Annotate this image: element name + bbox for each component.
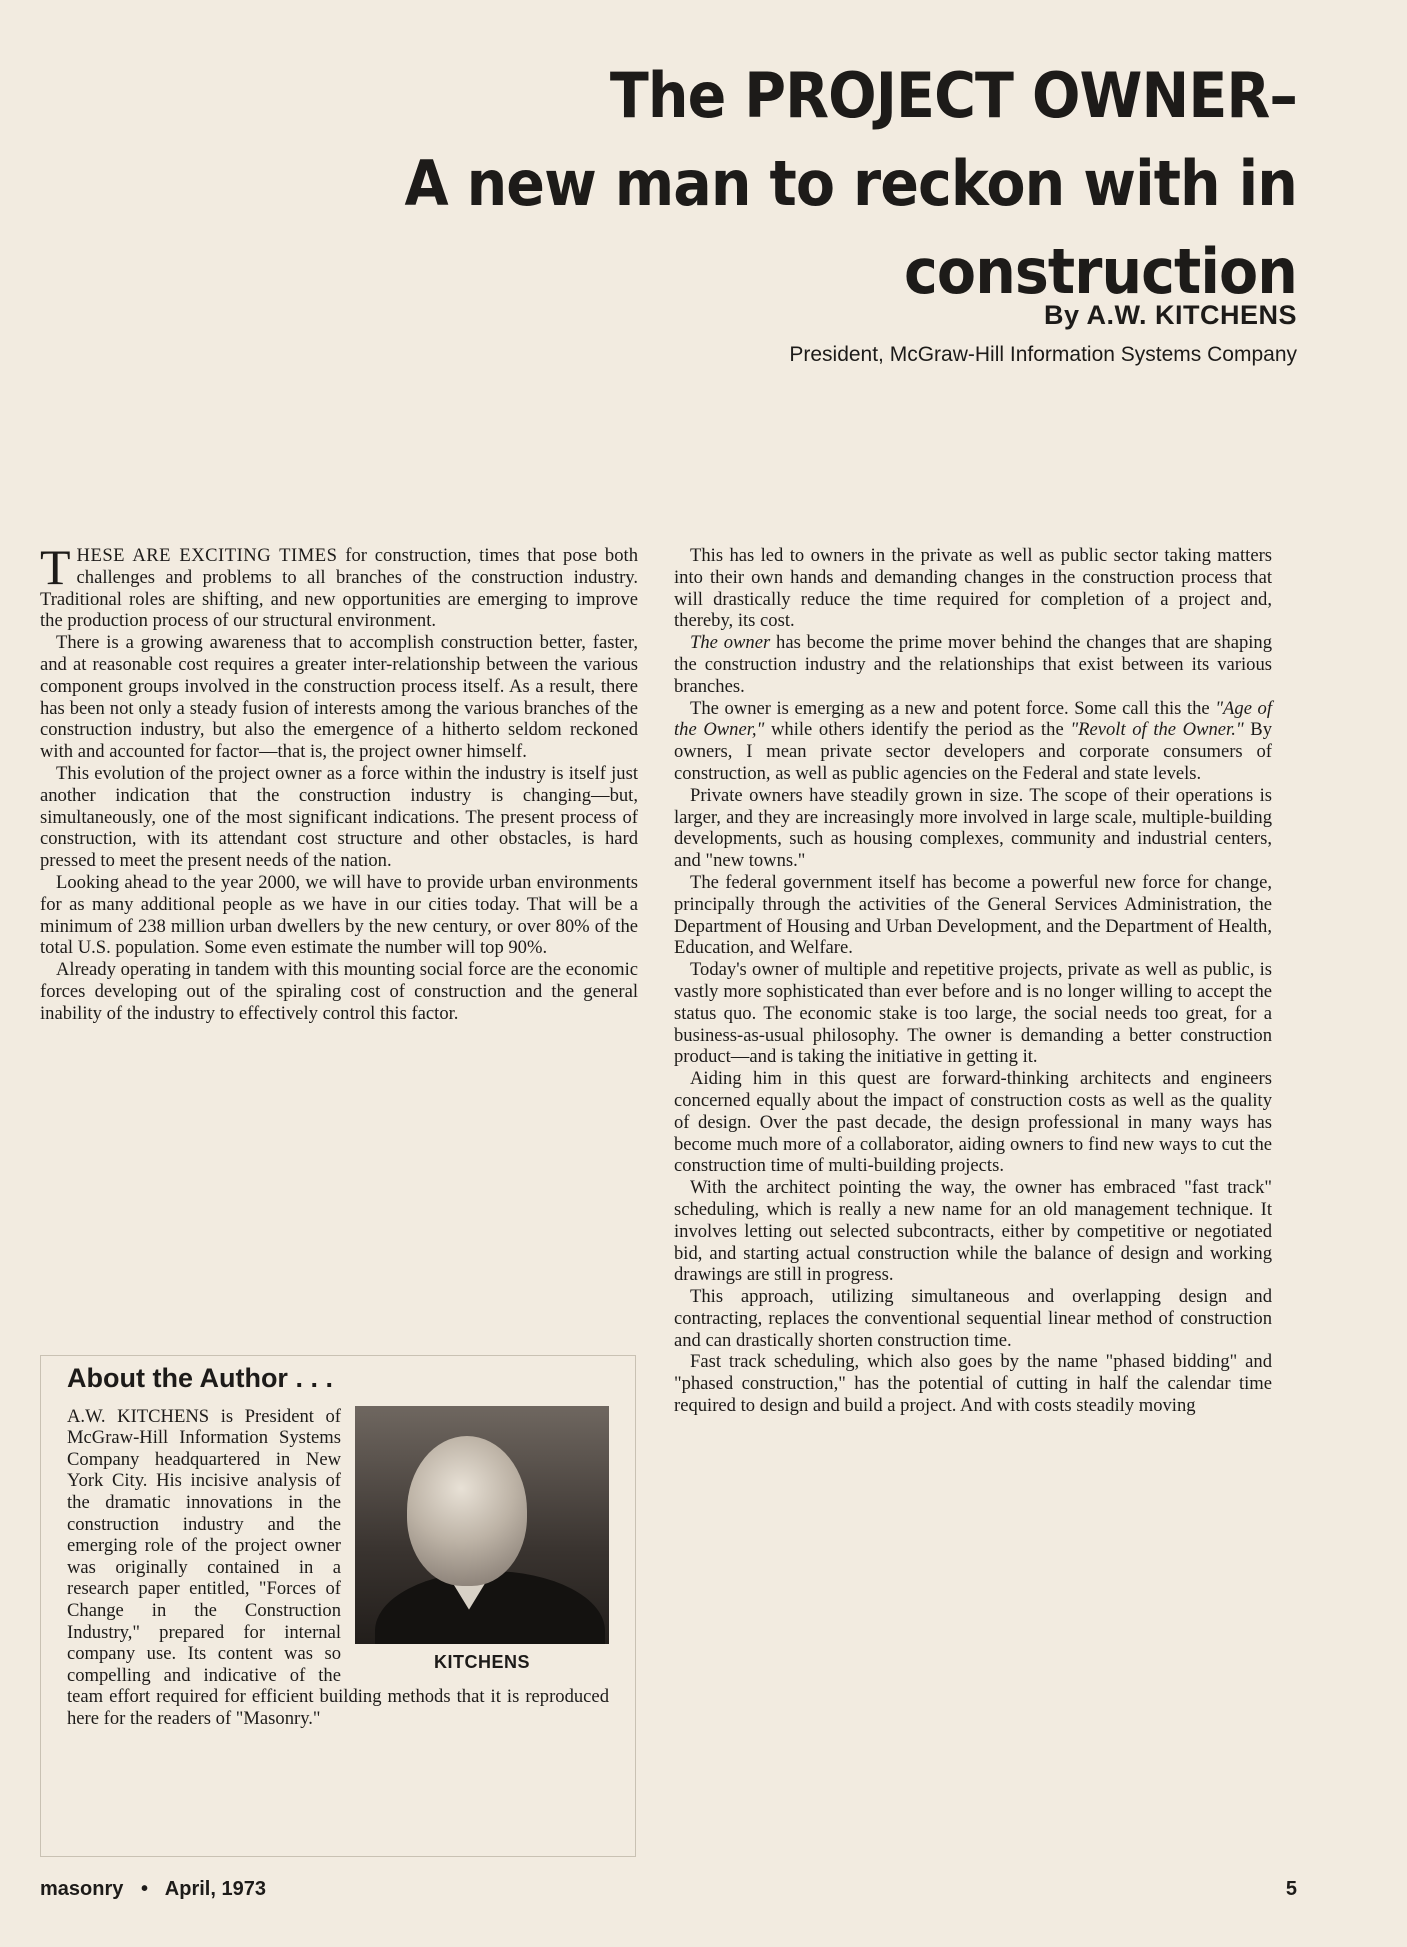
lead-smallcaps: HESE ARE EXCITING TIMES bbox=[76, 545, 338, 566]
paragraph-r9: This approach, utilizing simultaneous and overlapping design and contracting, replaces the conventional sequential linear method of construction and can drastically shorten construction time. bbox=[674, 1286, 1272, 1351]
page-footer bbox=[40, 1878, 1297, 1901]
emphasis-age-of-owner: "Age of the Owner," bbox=[674, 697, 1272, 741]
paragraph-r6: Today's owner of multiple and repetitive projects, private as well as public, is vastly more sophisticated than ever before and is no longer willing to accept the status quo. The economic stake is too large, the social needs too great, for a business-as-usual philosophy. The owner is demanding a better construction product—and is taking the initiative in getting it. bbox=[674, 959, 1272, 1068]
footer-bullet: • bbox=[140, 1878, 148, 1900]
article-title bbox=[193, 52, 1297, 316]
author-photo-figure bbox=[355, 1406, 609, 1674]
byline-block bbox=[789, 300, 1297, 367]
paragraph-1 bbox=[40, 539, 638, 632]
paragraph-r3-c: By owners, I mean private sector developers and corporate consumers of construction, as well as public agencies on the Federal and state levels. bbox=[674, 719, 1273, 784]
paragraph-r4: Private owners have steadily grown in size. The scope of their operations is larger, and they are increasingly more involved in large scale, multiple-building developments, such as housing complexes, community and industrial centers, and "new towns." bbox=[674, 784, 1272, 872]
paragraph-r3 bbox=[674, 698, 1272, 785]
about-author-box bbox=[40, 1355, 636, 1857]
title-line-1: The PROJECT OWNER– bbox=[609, 59, 1297, 132]
issue-date: April, 1973 bbox=[164, 1878, 266, 1900]
author-photo bbox=[355, 1406, 609, 1644]
about-author-heading: About the Author . . . bbox=[67, 1363, 333, 1393]
paragraph-r3-b: while others identify the period as the bbox=[764, 719, 1071, 741]
paragraph-2: There is a growing awareness that to accomplish construction better, faster, and at reasonable cost requires a greater inter-relationship between the various component groups involved in the construction process itself. As a result, there has been not only a steady fusion of interests among the various branches of the construction industry, but also the emergence of a hitherto seldom reckoned with and accounted for factor—that is, the project owner himself. bbox=[40, 632, 638, 763]
right-column bbox=[674, 545, 1272, 1417]
title-line-2: A new man to reckon with in construction bbox=[404, 147, 1297, 308]
paragraph-r10: Fast track scheduling, which also goes by the name "phased bidding" and "phased construction," has the potential of cutting in half the calendar time required to design and build a project. And with costs steadily moving bbox=[674, 1351, 1272, 1417]
paragraph-r5: The federal government itself has become a powerful new force for change, principally through the activities of the General Services Administration, the Department of Housing and Urban Development, and the Department of Health, Education, and Welfare. bbox=[674, 871, 1272, 959]
paragraph-3: This evolution of the project owner as a force within the industry is itself just another indication that the construction industry is changing—but, simultaneously, one of the most significant indications. The present process of construction, with its attendant cost structure and other obstacles, is hard pressed to meet the present needs of the nation. bbox=[40, 762, 638, 872]
drop-cap: T bbox=[40, 539, 71, 595]
author-role: President, McGraw-Hill Information Systems Company bbox=[789, 343, 1297, 366]
paragraph-4: Looking ahead to the year 2000, we will have to provide urban environments for as many additional people as we have in our cities today. That will be a minimum of 238 million urban dwellers by the new century, or over 80% of the total U.S. population. Some even estimate the number will top 90%. bbox=[40, 871, 638, 959]
magazine-name: masonry bbox=[40, 1878, 124, 1900]
photo-caption: KITCHENS bbox=[433, 1651, 530, 1672]
paragraph-1-text: for construction, times that pose both challenges and problems to all branches of the construction industry. Traditional roles are shifting, and new opportunities are emerging to improve the production process of our structural environment. bbox=[40, 545, 638, 632]
paragraph-r7: Aiding him in this quest are forward-thinking architects and engineers concerned equally about the impact of construction costs as well as the quality of design. Over the past decade, the design professional in many ways has become much more of a collaborator, aiding owners to find new ways to cut the construction time of multi-building projects. bbox=[674, 1068, 1272, 1177]
footer-left bbox=[40, 1878, 278, 1901]
paragraph-r8: With the architect pointing the way, the owner has embraced "fast track" scheduling, which is really a new name for an old management technique. It involves letting out selected subcontracts, either by competitive or negotiated bid, and starting actual construction while the balance of design and working drawings are still in progress. bbox=[674, 1177, 1272, 1286]
paragraph-r3-a: The owner is emerging as a new and potent force. Some call this the bbox=[690, 697, 1216, 719]
byline: By A.W. KITCHENS bbox=[1043, 300, 1297, 330]
paragraph-r2 bbox=[674, 632, 1272, 697]
emphasis-revolt-of-owner: "Revolt of the Owner." bbox=[1070, 719, 1244, 741]
page-number: 5 bbox=[1285, 1878, 1297, 1900]
paragraph-5: Already operating in tandem with this mounting social force are the economic forces developing out of the spiraling cost of construction and the general inability of the industry to effectively control this factor. bbox=[40, 959, 638, 1024]
emphasis-owner: The owner bbox=[690, 632, 771, 654]
about-author-text: A.W. KITCHENS is President of McGraw-Hill Information Systems Company headquartered in New York City. His incisive analysis of the dramatic innovations in the construction industry and the emerging role of the project owner was originally contained in a research paper entitled, "Forces of Change in the Construction Industry," prepared for internal company use. Its content was so compelling and indicative of the team effort required for efficient building methods that it is reproduced here for the readers of "Masonry." bbox=[67, 1405, 609, 1729]
left-column bbox=[40, 539, 638, 1025]
paragraph-r1: This has led to owners in the private as well as public sector taking matters into their own hands and demanding changes in the construction process that will drastically reduce the time required for completion of a project and, thereby, its cost. bbox=[674, 545, 1272, 632]
paragraph-r2-text: has become the prime mover behind the changes that are shaping the construction industry and the relationships that exist between its various branches. bbox=[674, 632, 1272, 697]
